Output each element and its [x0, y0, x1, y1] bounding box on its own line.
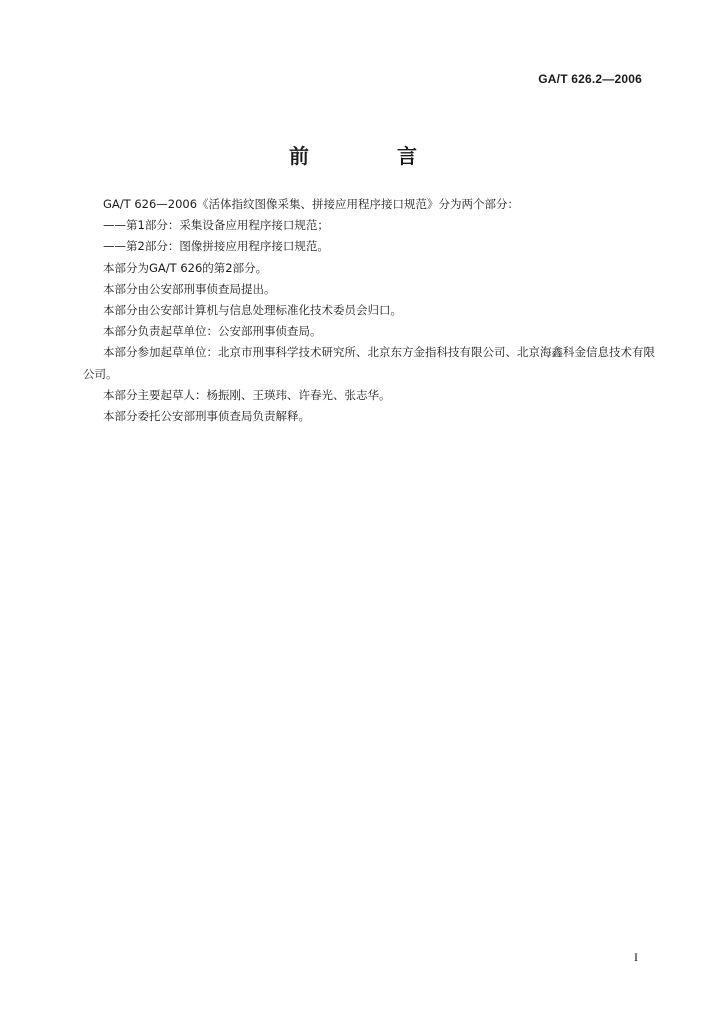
paragraph-participating-units: 本部分参加起草单位：北京市刑事科学技术研究所、北京东方金指科技有限公司、北京海鑫科金信息技术有限公司。 [83, 345, 655, 381]
paragraph-part-2: ——第2部分：图像拼接应用程序接口规范。 [103, 239, 329, 254]
page-title: 前 言 [289, 144, 451, 168]
paragraph-part-1: ——第1部分：采集设备应用程序接口规范； [103, 218, 329, 233]
page-number: I [634, 950, 638, 964]
paragraph-proposed-by: 本部分由公安部刑事侦查局提出。 [103, 281, 276, 296]
paragraph-this-part: 本部分为GA/T 626的第2部分。 [103, 260, 268, 275]
standard-code: GA/T 626.2—2006 [538, 72, 642, 86]
paragraph-interpretation: 本部分委托公安部刑事侦查局负责解释。 [103, 409, 310, 424]
paragraph-standard-parts: GA/T 626—2006《活体指纹图像采集、拼接应用程序接口规范》分为两个部分： [103, 197, 520, 211]
paragraph-drafters: 本部分主要起草人：杨振刚、王瑛玮、许春光、张志华。 [103, 387, 391, 402]
paragraph-drafting-unit: 本部分负责起草单位：公安部刑事侦查局。 [103, 324, 322, 339]
paragraph-centralized-by: 本部分由公安部计算机与信息处理标准化技术委员会归口。 [103, 303, 402, 318]
foreword-body [83, 194, 663, 427]
